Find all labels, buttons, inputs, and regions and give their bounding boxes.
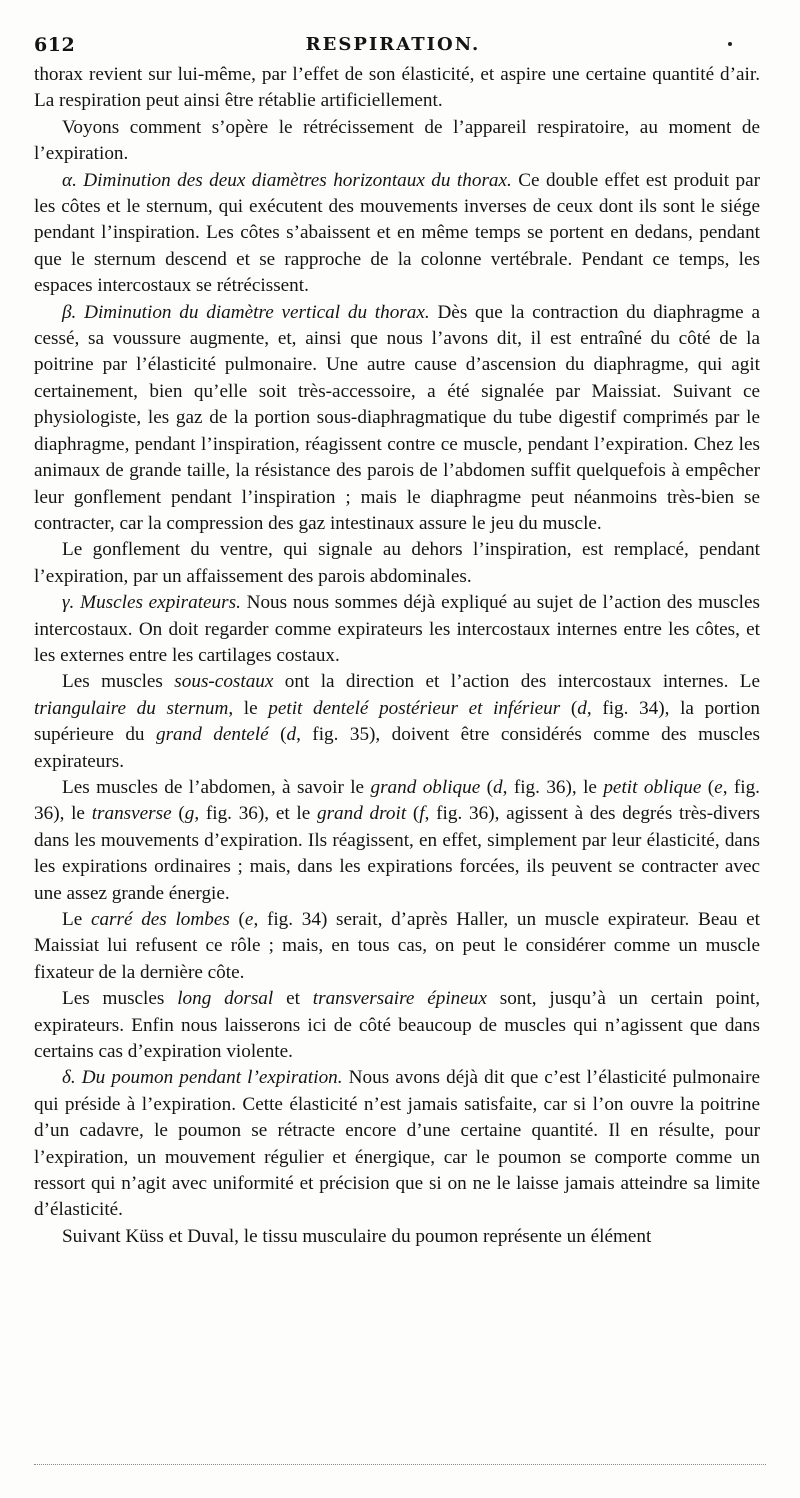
text-run: , fig. 35), doivent être considérés comme des muscles expirateurs. [34, 724, 760, 772]
text-run: ( [701, 776, 715, 798]
text-run: thorax revient sur lui-même, par l’effet de son élasticité, et aspire une certaine quantité d’air. La respiration peut ainsi être rétablie artificiellement. [34, 64, 760, 112]
text-run: ( [229, 909, 245, 930]
text-run: ( [480, 776, 494, 798]
text-run: Nous avons déjà dit que c’est l’élasticité pulmonaire qui préside à l’expiration. Cette élasticité n’est jamais satisfaite, car si l’on ouvre la poitrine d’un cadavre, le poumon se rétracte encore d’une certaine quantité. Il en résulte, pour l’expiration, un mouvement régulier et énergique, car le poumon se comporte comme un ressort qui n’agit avec uniformité et précision que si on ne le laisse jamais atteindre sa limite d’élasticité. [34, 1067, 760, 1221]
text-run: ( [406, 803, 420, 825]
italic-text: δ. Du poumon pendant l’expiration. [62, 1067, 343, 1089]
text-run: sont, jusqu’à un certain point, expirateurs. Enfin nous laisserons ici de côté beaucoup de muscles qui n’agissent que dans certains cas d’expiration violente. [34, 988, 761, 1063]
footer-rule [34, 1464, 766, 1465]
italic-text: carré des lombes [90, 909, 230, 930]
text-run: Ce double effet est produit par les côtes et le sternum, qui exécutent des mouvements inverses de ceux dont ils sont le siége pendant l’inspiration. Les côtes s’abaissent et en même temps se portent en dedans, pendant que le sternum descend et se rapproche de la colonne vertébrale. Pendant ce temps, les espaces intercostaux se rétrécissent. [34, 169, 760, 297]
paragraph [34, 907, 760, 986]
italic-text: transverse [91, 803, 172, 825]
text-run: , le [228, 697, 269, 719]
text-run: Les muscles [62, 671, 175, 693]
text-run: , fig. 34) serait, d’après Haller, un muscle expirateur. Beau et Maissiat lui refusent ce rôle ; mais, en tous cas, on peut le considérer comme un muscle fixateur de la dernière côte. [34, 909, 760, 983]
italic-text: long dorsal [177, 988, 274, 1010]
italic-text: e [244, 909, 254, 930]
text-run: , fig. 34), la portion supérieure du [34, 697, 761, 746]
italic-text: g [184, 803, 195, 825]
text-run: et [273, 988, 313, 1010]
text-run: , fig. 36), le [502, 776, 604, 798]
italic-text: f [419, 803, 425, 825]
italic-text: petit dentelé postérieur et inférieur [268, 697, 561, 719]
italic-text: α. Diminution des deux diamètres horizontaux du thorax. [62, 169, 512, 191]
text-run: ( [560, 697, 578, 719]
page-header [34, 34, 752, 58]
text-run: ( [268, 724, 287, 746]
page-number: 612 [34, 34, 76, 56]
text-run: , fig. 36), le [34, 776, 760, 825]
paragraph [34, 1224, 760, 1250]
italic-text: grand dentelé [155, 724, 269, 746]
italic-text: triangulaire du sternum [34, 697, 229, 719]
text-run: Suivant Küss et Duval, le tissu musculaire du poumon représente un élément [62, 1225, 652, 1247]
paragraph [34, 986, 760, 1065]
italic-text: d [286, 724, 297, 746]
text-run: Le [62, 909, 91, 930]
italic-text: grand droit [316, 803, 407, 825]
paragraph [34, 669, 760, 775]
paragraph [34, 775, 760, 907]
paragraph [34, 168, 760, 300]
text-run: Dès que la contraction du diaphragme a cessé, sa voussure augmente, et, ainsi que nous l’avons dit, il est entraîné du côté de la poitrine par l’élasticité pulmonaire. Une autre cause d’ascension du diaphragme, qui agit certainement, bien qu’elle soit très-accessoire, a été signalée par Maissiat. Suivant ce physiologiste, les gaz de la portion sous-diaphragmatique du tube digestif comprimés par le diaphragme, pendant l’inspiration, réagissent contre ce muscle, pendant l’expiration. Chez les animaux de grande taille, la résistance des parois de l’abdomen suffit quelquefois à empêcher leur gonflement pendant l’inspiration ; mais le diaphragme peut néanmoins très-bien se contracter, car la compression des gaz intestinaux assure le jeu du muscle. [34, 301, 760, 534]
paragraph [34, 537, 760, 590]
text-run: Nous nous sommes déjà expliqué au sujet de l’action des muscles intercostaux. On doit regarder comme expirateurs les intercostaux internes entre les côtes, et les externes entre les cartilages costaux. [34, 592, 760, 666]
italic-text: d [577, 697, 587, 719]
body-text [34, 62, 760, 1250]
italic-text: γ. Muscles expirateurs. [62, 592, 241, 614]
italic-text: transversaire épineux [312, 988, 487, 1010]
text-run: Les muscles de l’abdomen, à savoir le [62, 776, 371, 798]
text-run: ( [171, 803, 185, 825]
text-run: Voyons comment s’opère le rétrécissement de l’appareil respiratoire, au moment de l’expiration. [34, 116, 760, 165]
ink-speck [728, 42, 732, 46]
paragraph [34, 300, 760, 538]
paragraph [34, 1065, 760, 1223]
paragraph [34, 115, 760, 168]
text-run: ont la direction et l’action des intercostaux internes. Le [273, 671, 760, 693]
running-title: RESPIRATION. [305, 34, 481, 55]
italic-text: d [493, 776, 503, 798]
text-run: Le gonflement du ventre, qui signale au dehors l’inspiration, est remplacé, pendant l’expiration, par un affaissement des parois abdominales. [34, 539, 760, 587]
italic-text: β. Diminution du diamètre vertical du thorax. [62, 301, 430, 323]
text-run: , fig. 36), et le [194, 803, 317, 825]
italic-text: grand oblique [370, 776, 481, 798]
text-run: , fig. 36), agissent à des degrés très-divers dans les mouvements d’expiration. Ils réagissent, en effet, simplement par leur élasticité, dans les expirations ordinaires ; mais, dans les expirations forcées, ils peuvent se contracter avec une assez grande énergie. [34, 803, 761, 904]
italic-text: e [714, 776, 723, 798]
italic-text: petit oblique [603, 776, 702, 798]
paragraph [34, 62, 760, 115]
text-run: Les muscles [62, 988, 178, 1010]
italic-text: sous-costaux [174, 671, 274, 693]
paragraph [34, 590, 760, 669]
